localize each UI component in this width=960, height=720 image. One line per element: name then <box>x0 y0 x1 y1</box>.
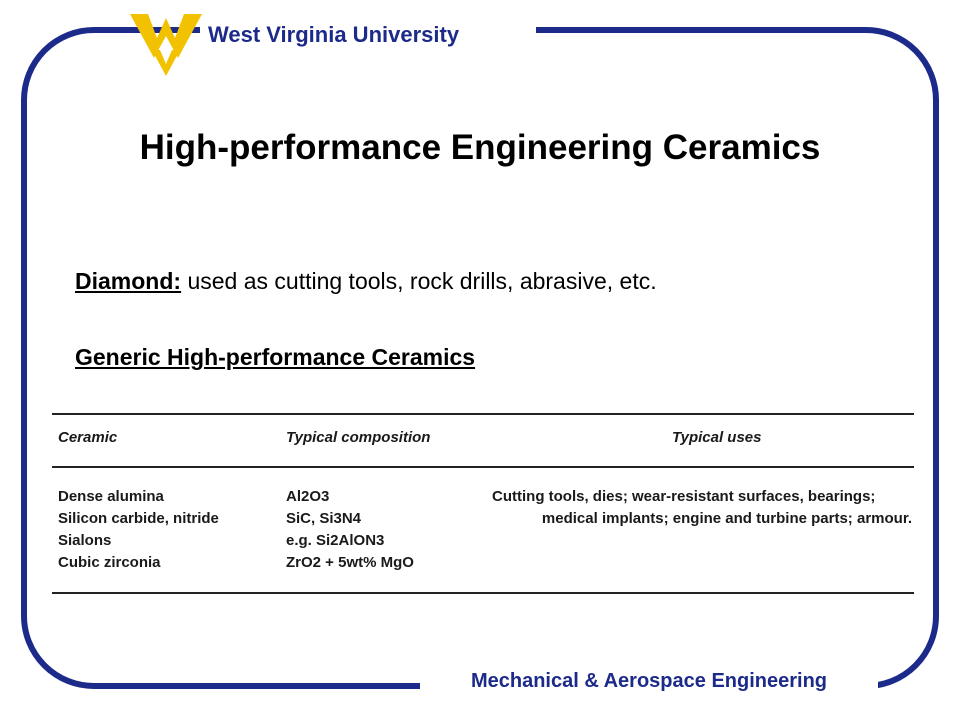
composition-cell: Al2O3 <box>286 488 330 505</box>
slide-title: High-performance Engineering Ceramics <box>139 128 821 167</box>
composition-cell: SiC, Si3N4 <box>286 510 362 527</box>
ceramic-cell: Cubic zirconia <box>58 554 161 571</box>
header-composition: Typical composition <box>286 429 431 446</box>
uses-cell: medical implants; engine and turbine parts; armour. <box>541 510 912 527</box>
ceramic-cell: Sialons <box>58 532 112 549</box>
diamond-term: Diamond: <box>75 268 182 294</box>
section-subheading: Generic High-performance Ceramics <box>75 344 476 370</box>
header-uses: Typical uses <box>672 429 762 446</box>
composition-column <box>286 486 414 574</box>
composition-cell: ZrO2 + 5wt% MgO <box>286 554 414 571</box>
ceramic-cell: Silicon carbide, nitride <box>58 510 219 527</box>
uses-column <box>492 486 912 530</box>
ceramic-column <box>58 486 219 574</box>
table-bottom-rule <box>52 592 914 594</box>
ceramic-cell: Dense alumina <box>58 488 164 505</box>
header-ceramic: Ceramic <box>58 429 118 446</box>
composition-cell: e.g. Si2AlON3 <box>286 532 385 549</box>
uses-cell: Cutting tools, dies; wear-resistant surfaces, bearings; <box>492 488 876 505</box>
department-name: Mechanical & Aerospace Engineering <box>420 670 878 693</box>
table-top-rule <box>52 413 914 415</box>
ceramics-table <box>52 408 914 596</box>
university-name: West Virginia University <box>200 22 536 48</box>
wv-logo-icon <box>130 10 202 76</box>
table-header-rule <box>52 466 914 468</box>
diamond-text: used as cutting tools, rock drills, abrasive, etc. <box>181 268 657 294</box>
diamond-line <box>75 268 657 295</box>
